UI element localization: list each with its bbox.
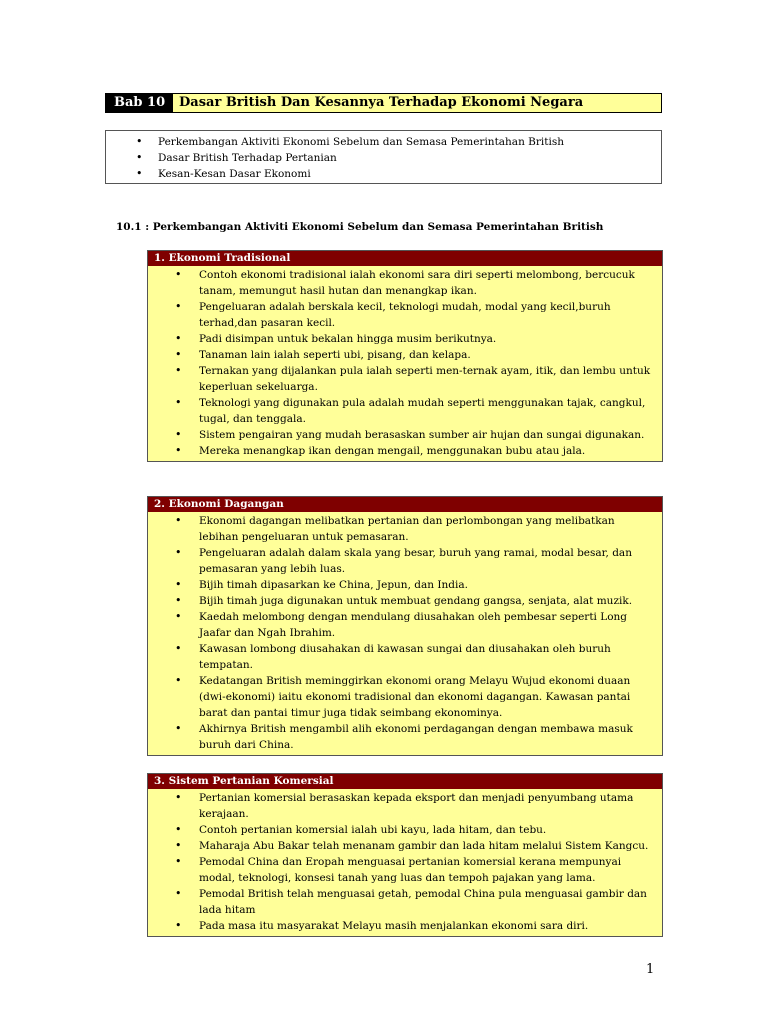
list-item: • Pertanian komersial berasaskan kepada eksport dan menjadi penyumbang utama kerajaan.	[148, 790, 656, 822]
list-item: • Pengeluaran adalah berskala kecil, teknologi mudah, modal yang kecil,buruh terhad,dan pasaran kecil.	[148, 299, 656, 331]
list-item: • Kawasan lombong diusahakan di kawasan sungai dan diusahakan oleh buruh tempatan.	[148, 641, 656, 673]
list-item: • Pemodal China dan Eropah menguasai pertanian komersial kerana mempunyai modal, teknologi, konsesi tanah yang luas dan tempoh pajakan yang lama.	[148, 854, 656, 886]
box-ekonomi-dagangan	[147, 496, 663, 756]
list-item: • Tanaman lain ialah seperti ubi, pisang, dan kelapa.	[148, 347, 656, 363]
chapter-title: Dasar British Dan Kesannya Terhadap Ekonomi Negara	[172, 94, 661, 112]
chapter-number: Bab 10	[106, 94, 172, 112]
box-sistem-pertanian-komersial	[147, 773, 663, 937]
outline-item: • Kesan-Kesan Dasar Ekonomi	[106, 166, 661, 182]
box-title: 1. Ekonomi Tradisional	[148, 251, 662, 266]
box-title: 2. Ekonomi Dagangan	[148, 497, 662, 512]
list-item: • Padi disimpan untuk bekalan hingga musim berikutnya.	[148, 331, 656, 347]
list-item: • Sistem pengairan yang mudah berasaskan sumber air hujan dan sungai digunakan.	[148, 427, 656, 443]
list-item: • Akhirnya British mengambil alih ekonomi perdagangan dengan membawa masuk buruh dari China.	[148, 721, 656, 753]
list-item: • Bijih timah dipasarkan ke China, Jepun, dan India.	[148, 577, 656, 593]
outline-item: • Dasar British Terhadap Pertanian	[106, 150, 661, 166]
list-item: • Bijih timah juga digunakan untuk membuat gendang gangsa, senjata, alat muzik.	[148, 593, 656, 609]
box-ekonomi-tradisional	[147, 250, 663, 462]
list-item: • Pemodal British telah menguasai getah, pemodal China pula menguasai gambir dan lada hitam	[148, 886, 656, 918]
section-heading: 10.1 : Perkembangan Aktiviti Ekonomi Sebelum dan Semasa Pemerintahan British	[116, 221, 604, 233]
list-item: • Contoh ekonomi tradisional ialah ekonomi sara diri seperti melombong, bercucuk tanam, memungut hasil hutan dan menangkap ikan.	[148, 267, 656, 299]
page-number: 1	[646, 962, 655, 977]
box-title: 3. Sistem Pertanian Komersial	[148, 774, 662, 789]
list-item: • Maharaja Abu Bakar telah menanam gambir dan lada hitam melalui Sistem Kangcu.	[148, 838, 656, 854]
list-item: • Pada masa itu masyarakat Melayu masih menjalankan ekonomi sara diri.	[148, 918, 656, 934]
chapter-outline	[105, 130, 662, 184]
list-item: • Kaedah melombong dengan mendulang diusahakan oleh pembesar seperti Long Jaafar dan Ngah Ibrahim.	[148, 609, 656, 641]
list-item: • Ternakan yang dijalankan pula ialah seperti men-ternak ayam, itik, dan lembu untuk keperluan sekeluarga.	[148, 363, 656, 395]
list-item: • Contoh pertanian komersial ialah ubi kayu, lada hitam, dan tebu.	[148, 822, 656, 838]
list-item: • Pengeluaran adalah dalam skala yang besar, buruh yang ramai, modal besar, dan pemasaran yang lebih luas.	[148, 545, 656, 577]
list-item: • Ekonomi dagangan melibatkan pertanian dan perlombongan yang melibatkan lebihan pengeluaran untuk pemasaran.	[148, 513, 656, 545]
chapter-header	[105, 93, 662, 113]
outline-item: • Perkembangan Aktiviti Ekonomi Sebelum dan Semasa Pemerintahan British	[106, 134, 661, 150]
list-item: • Teknologi yang digunakan pula adalah mudah seperti menggunakan tajak, cangkul, tugal, dan tenggala.	[148, 395, 656, 427]
list-item: • Kedatangan British meminggirkan ekonomi orang Melayu Wujud ekonomi duaan (dwi-ekonomi) iaitu ekonomi tradisional dan ekonomi dagangan. Kawasan pantai barat dan pantai timur juga tidak seimbang ekonominya.	[148, 673, 656, 721]
list-item: • Mereka menangkap ikan dengan mengail, menggunakan bubu atau jala.	[148, 443, 656, 459]
